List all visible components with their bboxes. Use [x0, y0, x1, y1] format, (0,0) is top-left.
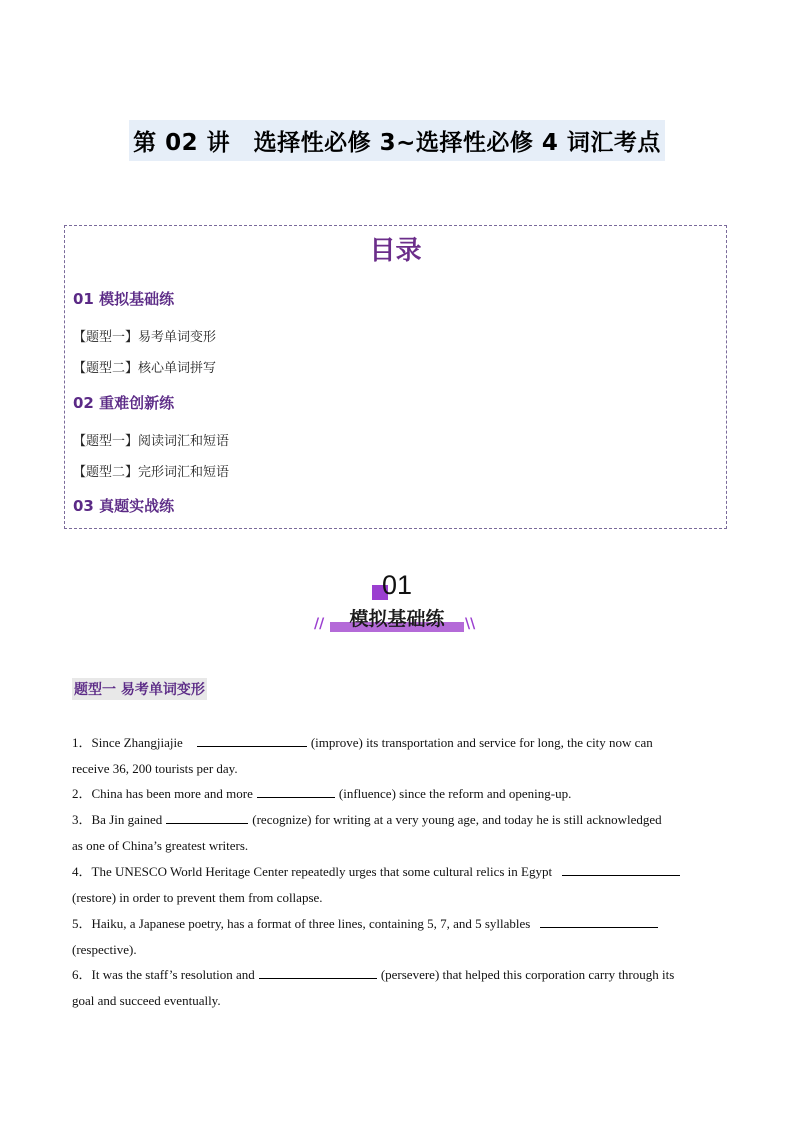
toc-section-3[interactable]: 03 真题实战练 [73, 497, 175, 515]
title-wrapper [0, 120, 794, 161]
question-2 [72, 781, 732, 807]
question-6-blank[interactable] [259, 965, 377, 979]
question-2-hint: (influence) since the reform and opening-up. [338, 786, 572, 801]
toc-section-2[interactable]: 02 重难创新练 [73, 394, 175, 412]
toc-heading: 目录 [369, 236, 422, 266]
section-title-wrapper [0, 604, 794, 631]
table-of-contents [64, 225, 727, 529]
question-3-blank[interactable] [166, 810, 248, 824]
section-title: 模拟基础练 [349, 608, 445, 630]
question-1-continued: receive 36, 200 tourists per day. [72, 761, 238, 776]
question-4-continued: (restore) in order to prevent them from collapse. [72, 890, 323, 905]
question-5-text: 5．Haiku, a Japanese poetry, has a format of three lines, containing 5, 7, and 5 syllables [72, 916, 531, 931]
question-2-blank[interactable] [257, 784, 335, 798]
question-2-text: 2．China has been more and more [72, 786, 253, 801]
question-6-text: 6．It was the staff’s resolution and [72, 967, 255, 982]
question-1 [72, 730, 732, 782]
question-4-text: 4．The UNESCO World Heritage Center repeatedly urges that some cultural relics in Egypt [72, 864, 553, 879]
toc-item-1-2[interactable]: 【题型二】核心单词拼写 [73, 361, 217, 376]
question-5-blank[interactable] [540, 914, 658, 928]
question-4 [72, 859, 732, 911]
question-type-heading: 题型一 易考单词变形 [72, 678, 207, 700]
question-1-hint: (improve) its transportation and service for long, the city now can [310, 735, 653, 750]
question-1-text: 1．Since Zhangjiajie [72, 735, 183, 750]
question-5-continued: (respective). [72, 942, 137, 957]
toc-section-1[interactable]: 01 模拟基础练 [73, 290, 175, 308]
question-5 [72, 911, 732, 963]
question-3-hint: (recognize) for writing at a very young age, and today he is still acknowledged [252, 812, 662, 827]
page-title: 第 02 讲 选择性必修 3~选择性必修 4 词汇考点 [129, 120, 665, 161]
section-number: 01 [381, 570, 413, 600]
slash-left-decoration: // [314, 616, 325, 632]
question-3-text: 3．Ba Jin gained [72, 812, 163, 827]
slash-right-decoration: \\ [465, 616, 476, 632]
toc-item-2-2[interactable]: 【题型二】完形词汇和短语 [73, 465, 230, 480]
question-4-blank[interactable] [562, 862, 680, 876]
question-3-continued: as one of China’s greatest writers. [72, 838, 249, 853]
question-3 [72, 807, 732, 859]
question-6-hint: (persevere) that helped this corporation carry through its [380, 967, 675, 982]
toc-item-2-1[interactable]: 【题型一】阅读词汇和短语 [73, 434, 230, 449]
question-6-continued: goal and succeed eventually. [72, 993, 221, 1008]
toc-item-1-1[interactable]: 【题型一】易考单词变形 [73, 330, 217, 345]
question-1-blank[interactable] [197, 733, 307, 747]
question-6 [72, 962, 732, 1014]
